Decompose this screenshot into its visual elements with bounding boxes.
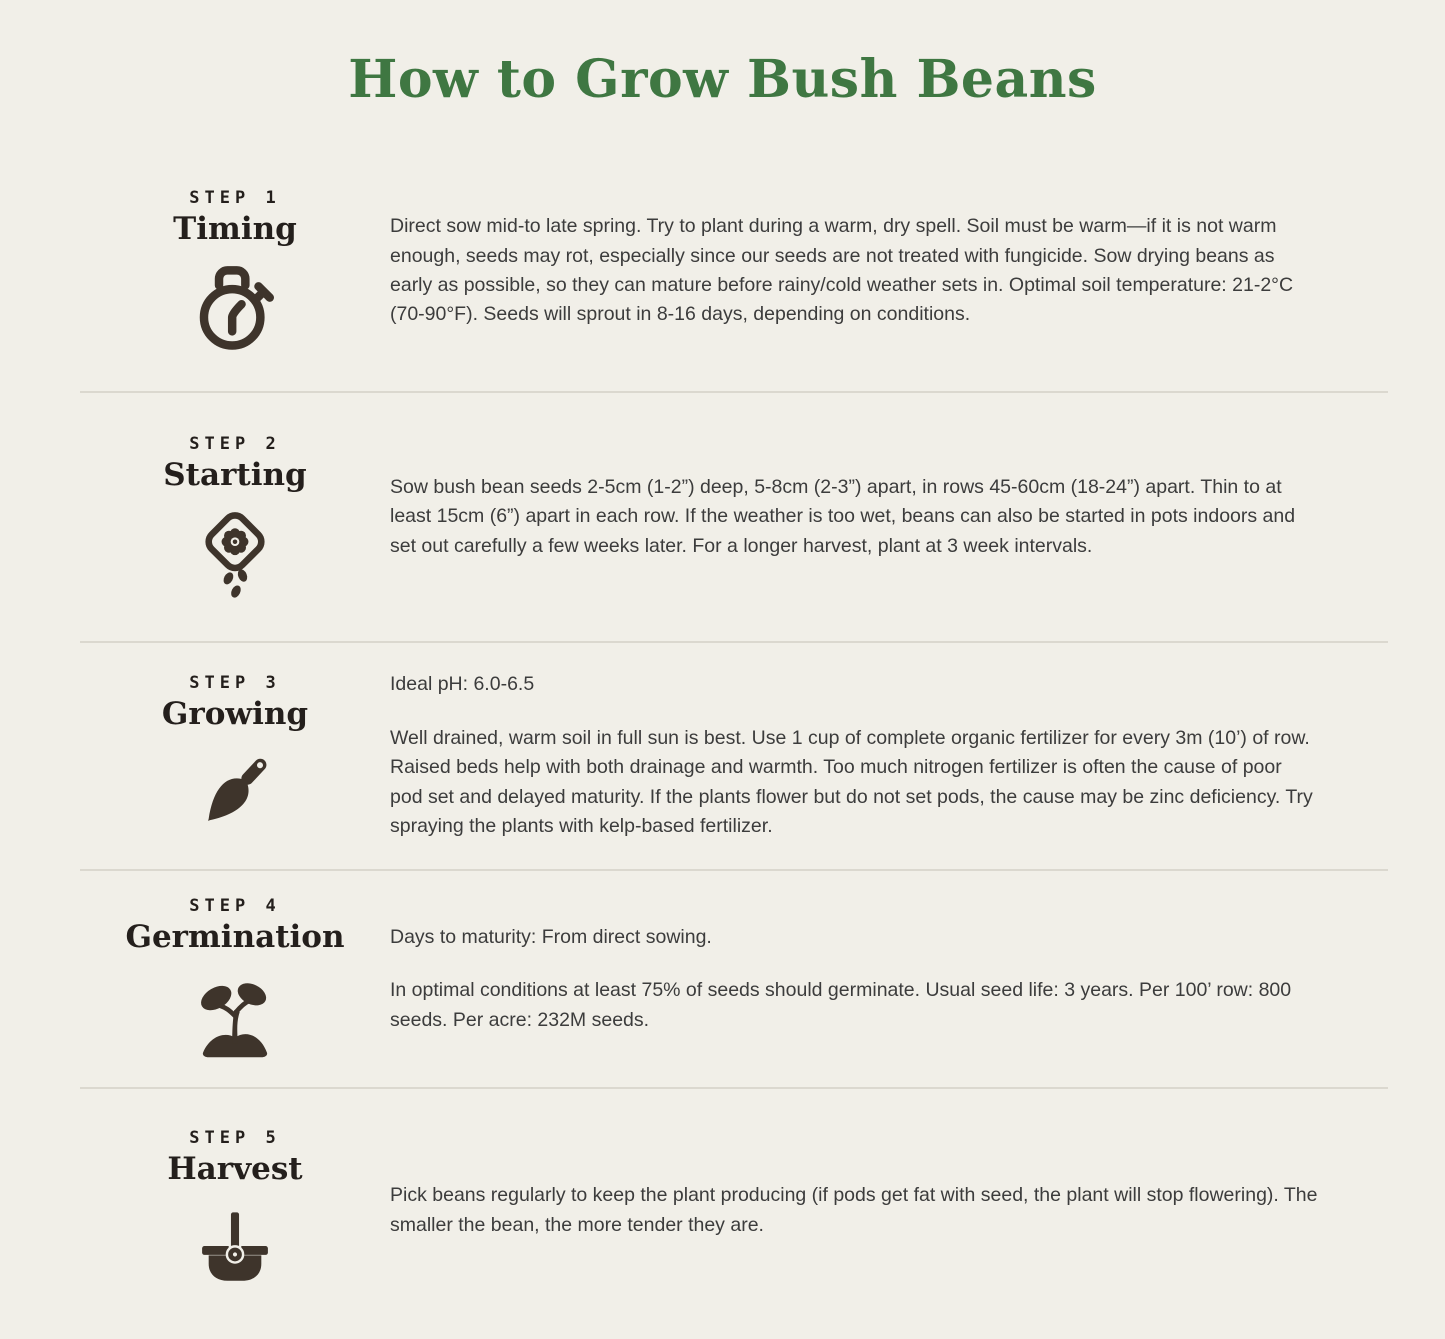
step-label: STEP 1 [189,188,281,209]
page-header [0,0,1445,151]
step-left-column [80,434,390,600]
step-paragraph: Pick beans regularly to keep the plant producing (if pods get fat with seed, the plant will stop flowering). The smaller the bean, the more tender they are. [390,1184,1318,1236]
stopwatch-icon [188,260,282,354]
step-label: STEP 4 [189,896,281,917]
step-title: Harvest [167,1150,303,1187]
trowel-icon [188,745,282,839]
step-text [390,473,1318,561]
step-paragraph: Days to maturity: From direct sowing. [390,925,712,948]
basket-icon [188,1199,282,1293]
step-label: STEP 5 [189,1127,281,1148]
step-section [80,393,1388,643]
step-left-column [80,673,390,839]
sprout-icon [188,968,282,1062]
step-left-column [80,896,390,1062]
steps [80,151,1388,1332]
step-label: STEP 2 [189,434,281,455]
step-title: Starting [163,457,307,494]
step-text [390,212,1318,330]
step-text [390,670,1318,841]
step-paragraph: Ideal pH: 6.0-6.5 [390,673,535,696]
step-title: Timing [173,211,297,248]
step-text [390,1181,1318,1240]
step-paragraph: Sow bush bean seeds 2-5cm (1-2”) deep, 5-8cm (2-3”) apart, in rows 45-60cm (18-24”) apart. Thin to at least 15cm (6”) apart in each row. If the weather is too wet, beans can also be started in pots indoors and set out carefully a few weeks later. For a longer harvest, plant at 3 week intervals. [390,475,1296,557]
step-paragraph: Direct sow mid-to late spring. Try to plant during a warm, dry spell. Soil must be warm—if it is not warm enough, seeds may rot, especially since our seeds are not treated with fungicide. Sow drying beans as early as possible, so they can mature before rainy/cold weather sets in. Optimal soil temperature: 21-2°C (70-90°F). Seeds will sprout in 8-16 days, depending on conditions. [390,215,1294,326]
step-paragraph: In optimal conditions at least 75% of seeds should germinate. Usual seed life: 3 years. Per 100’ row: 800 seeds. Per acre: 232M seeds. [390,979,1292,1031]
step-section [80,1089,1388,1332]
step-section [80,643,1388,871]
step-label: STEP 3 [189,673,281,694]
step-title: Germination [125,919,345,956]
step-title: Growing [161,696,309,733]
step-text [390,923,1318,1035]
page-title: How to Grow Bush Beans [348,49,1097,110]
step-paragraph: Well drained, warm soil in full sun is best. Use 1 cup of complete organic fertilizer for every 3m (10’) of row. Raised beds help with both drainage and warmth. Too much nitrogen fertilizer is often the cause of poor pod set and delayed maturity. If the plants flower but do not set pods, the cause may be zinc deficiency. Try spraying the plants with kelp-based fertilizer. [390,726,1313,838]
seed-packet-icon [188,506,282,600]
step-section [80,871,1388,1089]
step-section [80,151,1388,393]
step-left-column [80,1128,390,1294]
step-left-column [80,188,390,354]
